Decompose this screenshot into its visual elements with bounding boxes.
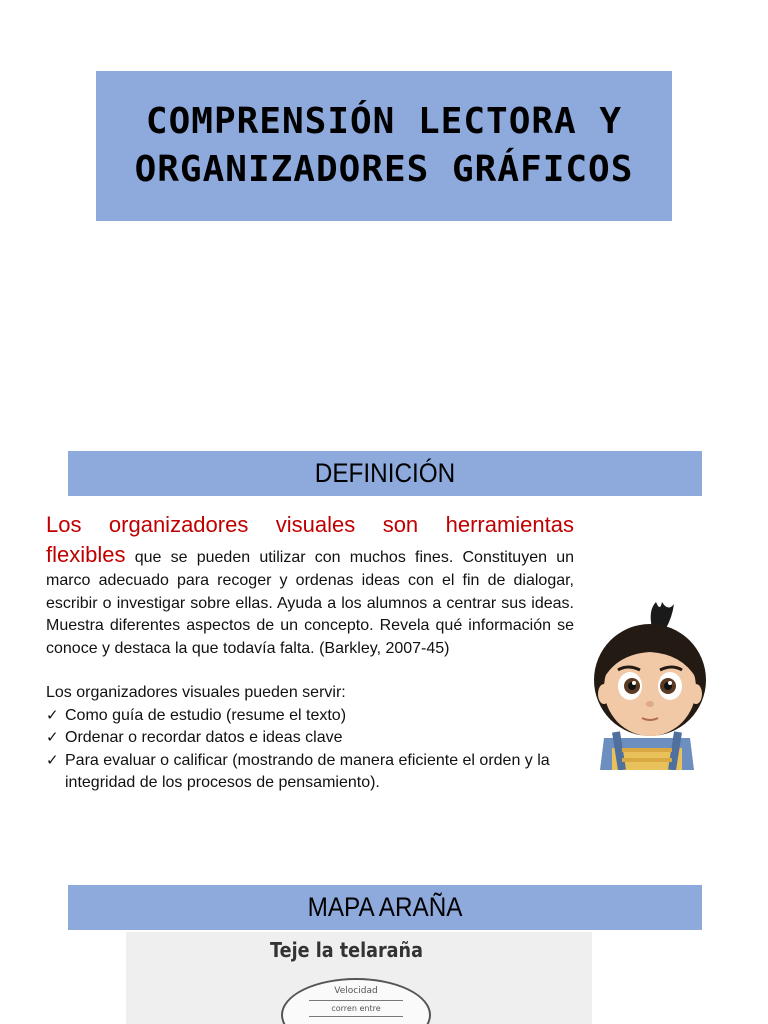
definition-body: que se pueden utilizar con muchos fines. Constituyen un marco adecuado para recoger y ordenas ideas con el fin de dialogar, escribir o investigar sobre ellas. Ayuda a los alumnos a centrar sus ideas. Muestra diferentes aspectos de un concepto. Revela qué información se conoce y destaca la que todavía falta. (Barkley, 2007-45) — [46, 549, 574, 657]
mapa-arana-heading: MAPA ARAÑA — [307, 892, 463, 922]
oval-label-1: Velocidad — [334, 986, 378, 996]
definition-paragraph — [46, 510, 574, 660]
list-item: ✓ Como guía de estudio (resume el texto) — [46, 705, 574, 728]
title-line-1: COMPRENSIÓN LECTORA Y — [145, 101, 623, 142]
check-icon: ✓ — [46, 729, 59, 746]
title-line-2: ORGANIZADORES GRÁFICOS — [134, 149, 634, 190]
title-box — [96, 71, 672, 221]
oval-divider — [309, 1000, 403, 1001]
uses-checklist — [46, 705, 574, 795]
list-item: ✓ Ordenar o recordar datos e ideas clave — [46, 727, 574, 750]
definition-lead: Los organizadores visuales son herramientas flexibles — [46, 512, 574, 567]
oval-label-2: corren entre — [331, 1004, 381, 1013]
girl-character-illustration — [582, 598, 712, 770]
list-item: ✓ Para evaluar o calificar (mostrando de manera eficiente el orden y la integridad de los procesos de pensamiento). — [46, 751, 550, 791]
definition-heading: DEFINICIÓN — [314, 458, 456, 488]
check-icon: ✓ — [46, 706, 59, 724]
spider-map-title: Teje la telaraña — [270, 938, 423, 962]
check-icon: ✓ — [46, 751, 59, 769]
list-intro: Los organizadores visuales pueden servir: — [46, 684, 346, 701]
definition-heading-bar — [68, 451, 702, 496]
oval-divider — [309, 1016, 403, 1017]
mapa-arana-heading-bar — [68, 885, 702, 930]
definition-text — [46, 510, 574, 795]
spider-map-image — [126, 932, 592, 1024]
spider-map-center-oval — [281, 978, 431, 1024]
